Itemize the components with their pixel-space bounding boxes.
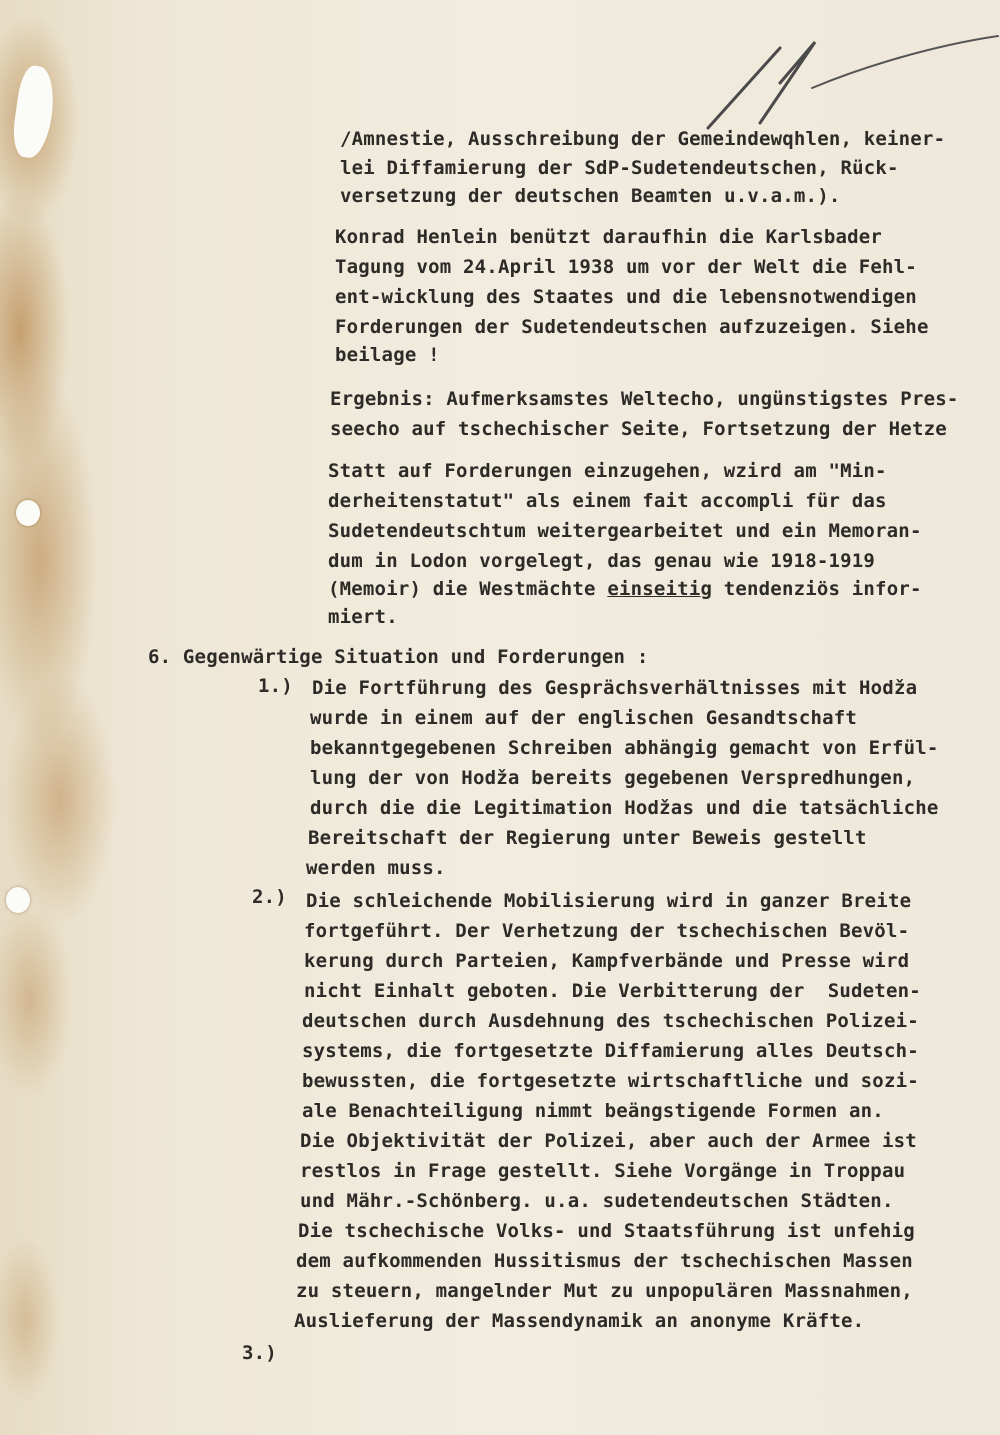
- text-line: Konrad Henlein benützt daraufhin die Karlsbader: [335, 226, 883, 248]
- text-line: bewussten, die fortgesetzte wirtschaftliche und sozi-: [302, 1070, 919, 1092]
- text-line: /Amnestie, Ausschreibung der Gemeindewqhlen, keiner-: [340, 128, 946, 150]
- text-line: restlos in Frage gestellt. Siehe Vorgänge in Troppau: [300, 1160, 906, 1182]
- text-line: bekanntgegebenen Schreiben abhängig gemacht von Erfül-: [310, 737, 939, 759]
- text-line: Die Objektivität der Polizei, aber auch der Armee ist: [300, 1130, 917, 1152]
- text-line: dum in Lodon vorgelegt, das genau wie 1918-1919: [328, 550, 876, 572]
- text-line: durch die die Legitimation Hodžas und die tatsächliche: [310, 797, 939, 819]
- text-line: werden muss.: [306, 857, 446, 879]
- text-line: kerung durch Parteien, Kampfverbände und Presse wird: [304, 950, 910, 972]
- text-line: lei Diffamierung der SdP-Sudetendeutschen, Rück-: [340, 157, 899, 179]
- paper-tear: [10, 64, 58, 160]
- text-line: dem aufkommenden Hussitismus der tschechischen Massen: [296, 1250, 913, 1272]
- handwritten-mark-text: 17: [840, 88, 842, 89]
- punch-hole: [16, 500, 40, 526]
- text-line: ale Benachteiligung nimmt beängstigende Formen an.: [302, 1100, 884, 1122]
- text-line: Sudetendeutschtum weitergearbeitet und ein Memoran-: [328, 520, 922, 542]
- text-line: Auslieferung der Massendynamik an anonyme Kräfte.: [294, 1310, 865, 1332]
- text-line: Die schleichende Mobilisierung wird in ganzer Breite: [306, 890, 912, 912]
- text-segment: tendenziös infor-: [712, 578, 922, 600]
- item-number: 1.): [258, 675, 293, 697]
- text-line: ent-wicklung des Staates und die lebensnotwendigen: [335, 286, 917, 308]
- text-line: derheitenstatut" als einem fait accompli für das: [328, 490, 887, 512]
- text-line: Bereitschaft der Regierung unter Beweis gestellt: [308, 827, 867, 849]
- text-line: systems, die fortgesetzte Diffamierung alles Deutsch-: [302, 1040, 919, 1062]
- text-line: wurde in einem auf der englischen Gesandtschaft: [310, 707, 858, 729]
- text-line: und Mähr.-Schönberg. u.a. sudetendeutschen Städten.: [300, 1190, 894, 1212]
- item-number: 2.): [252, 886, 287, 908]
- text-line: Die tschechische Volks- und Staatsführung ist unfehig: [298, 1220, 915, 1242]
- text-line: nicht Einhalt geboten. Die Verbitterung der Sudeten-: [304, 980, 921, 1002]
- text-line: miert.: [328, 606, 398, 628]
- text-line: [328, 576, 922, 602]
- text-line: Statt auf Forderungen einzugehen, wzird am "Min-: [328, 460, 887, 482]
- text-line: fortgeführt. Der Verhetzung der tschechischen Bevöl-: [304, 920, 910, 942]
- item-number: 3.): [242, 1342, 277, 1364]
- underlined-word: einseitig: [607, 578, 713, 600]
- text-line: deutschen durch Ausdehnung des tschechischen Polizei-: [302, 1010, 919, 1032]
- text-line: lung der von Hodža bereits gegebenen Verspredhungen,: [310, 767, 916, 789]
- text-line: seecho auf tschechischer Seite, Fortsetzung der Hetze: [330, 418, 947, 440]
- handwritten-page-number: [700, 28, 1000, 138]
- text-line: versetzung der deutschen Beamten u.v.a.m.).: [340, 185, 841, 207]
- punch-hole: [6, 887, 30, 913]
- text-line: Die Fortführung des Gesprächsverhältnisses mit Hodža: [312, 677, 918, 699]
- text-line: Ergebnis: Aufmerksamstes Weltecho, ungünstigstes Pres-: [330, 388, 959, 410]
- text-line: Forderungen der Sudetendeutschen aufzuzeigen. Siehe: [335, 316, 929, 338]
- section-heading: 6. Gegenwärtige Situation und Forderungen :: [148, 646, 649, 668]
- text-line: Tagung vom 24.April 1938 um vor der Welt die Fehl-: [335, 256, 917, 278]
- text-line: beilage !: [335, 344, 440, 366]
- text-line: zu steuern, mangelnder Mut zu unpopulären Massnahmen,: [296, 1280, 913, 1302]
- text-segment: (Memoir) die Westmächte: [328, 578, 608, 600]
